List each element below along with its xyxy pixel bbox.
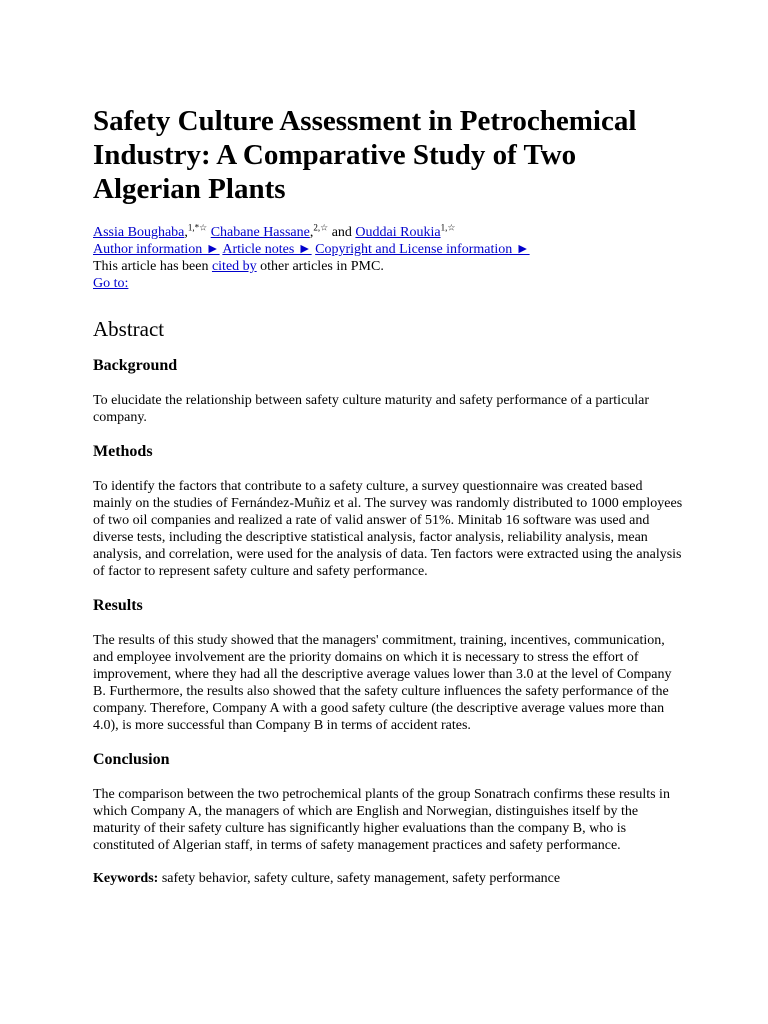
section-heading-results: Results	[93, 597, 143, 614]
author-line: Assia Boughaba,$^{1,*☆}$ Chabane Hassane,$^{2,☆}$ and Ouddai Roukia$^{1,☆}$	[93, 222, 456, 240]
cited-by-link[interactable]: cited by	[211, 259, 257, 274]
section-text-methods: To identify the factors that contribute to a safety culture, a survey questionnaire was created based mainly on the studies of Fernández-Muñiz et al. The survey was randomly distributed to 1000 employees of two oil companies and realized a rate of valid answer of 51%. Minitab 16 software was used and diverse tests, including the descriptive statistical analysis, factor analysis, reliability analysis, mean analysis, and correlation, were used for the analysis of data. Ten factors were extracted using the analysis of factor to represent safety culture and safety performance.	[93, 479, 683, 579]
author-information-link[interactable]: Author information ►	[93, 242, 220, 257]
cited-text-after: other articles in PMC.	[256, 259, 384, 274]
cited-text-before: This article has been	[93, 259, 212, 274]
section-heading-conclusion: Conclusion	[93, 751, 170, 768]
author-link-2[interactable]: Chabane Hassane	[210, 225, 310, 240]
keywords-label: Keywords:	[93, 871, 159, 886]
goto-link[interactable]: Go to:	[93, 276, 129, 291]
copyright-license-link[interactable]: Copyright and License information ►	[315, 242, 530, 257]
section-text-conclusion: The comparison between the two petrochemical plants of the group Sonatrach confirms these results in which Company A, the managers of which are English and Norwegian, distinguishes itself by the maturity of their safety culture has significantly higher evaluations than the company B, who is constituted of Algerian staff, in terms of safety management practices and safety performance.	[93, 787, 670, 853]
author-link-3[interactable]: Ouddai Roukia	[355, 225, 441, 240]
cited-by-line	[93, 258, 683, 275]
article-title: Safety Culture Assessment in Petrochemical Industry: A Comparative Study of Two Algerian Plants	[93, 105, 637, 205]
abstract-section-background	[93, 356, 683, 426]
author-link-1[interactable]: Assia Boughaba	[93, 225, 185, 240]
keywords-line	[93, 870, 683, 887]
abstract-section-conclusion	[93, 750, 683, 854]
section-text-background: To elucidate the relationship between safety culture maturity and safety performance of a particular company.	[93, 393, 650, 425]
article-info-links	[93, 241, 683, 258]
author-3-affiliation: 1,☆	[440, 222, 456, 233]
goto-line	[93, 275, 683, 292]
keywords-text: safety behavior, safety culture, safety management, safety performance	[161, 871, 561, 886]
abstract-section-results	[93, 596, 683, 734]
article-notes-link[interactable]: Article notes ►	[222, 242, 312, 257]
abstract-heading: Abstract	[93, 317, 165, 341]
authors-joiner: and	[328, 225, 356, 240]
section-heading-methods: Methods	[93, 443, 153, 460]
abstract-section-methods	[93, 442, 683, 580]
author-2-affiliation: 2,☆	[313, 222, 329, 233]
article	[93, 104, 683, 903]
author-1-affiliation: 1,*☆	[187, 222, 208, 233]
section-heading-background: Background	[93, 357, 178, 374]
section-text-results: The results of this study showed that the managers' commitment, training, incentives, communication, and employee involvement are the priority domains on which it is necessary to stress the effort of improvement, where they had all the descriptive average values lower than 3.0 at the level of Company B. Furthermore, the results also showed that the safety culture influences the safety performance of the company. Therefore, Company A with a good safety culture (the descriptive average values more than 4.0), is more successful than Company B in terms of accident rates.	[93, 633, 672, 733]
